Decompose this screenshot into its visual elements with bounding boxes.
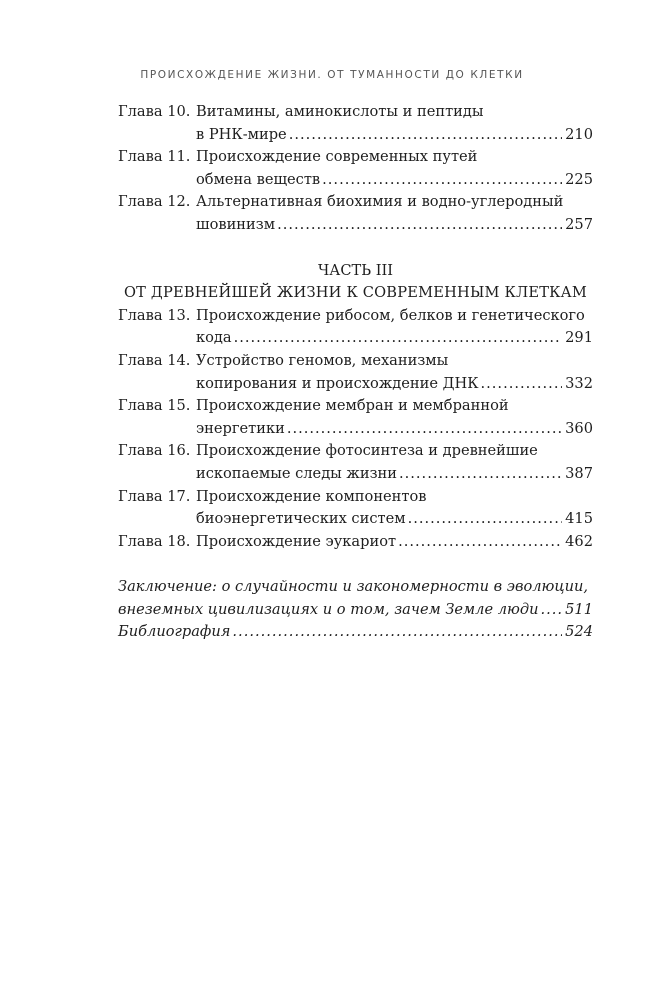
- chapter-group-part-two: [118, 101, 593, 237]
- chapter-label: Глава 17.: [118, 487, 191, 505]
- chapter-label: Глава 16.: [118, 442, 191, 460]
- bibliography-entry[interactable]: [118, 621, 593, 644]
- chapter-title-line: Происхождение рибосом, белков и генетического: [196, 306, 585, 324]
- dot-leader: [408, 508, 563, 531]
- chapter-title-text: копирования и происхождение ДНК: [196, 374, 479, 392]
- chapter-title: [196, 101, 593, 146]
- chapter-title-line: Витамины, аминокислоты и пептиды: [196, 103, 484, 120]
- chapter-title: [196, 531, 593, 554]
- chapter-title-text: ископаемые следы жизни: [196, 464, 397, 482]
- chapter-title-last-line: [196, 418, 593, 441]
- conclusion-title-end: внеземных цивилизациях и о том, зачем Земле люди: [118, 600, 539, 618]
- chapter-title: [196, 440, 593, 485]
- page-number: 462: [565, 532, 593, 550]
- dot-leader: [481, 373, 563, 396]
- chapter-label: Глава 14.: [118, 351, 191, 369]
- dot-leader: [277, 214, 562, 237]
- chapter-title-text: в РНК-мире: [196, 125, 287, 143]
- chapter-label: Глава 15.: [118, 397, 191, 415]
- chapter-title-text: биоэнергетических систем: [196, 510, 406, 528]
- chapter-title-text: энергетики: [196, 419, 285, 437]
- page-number: 387: [565, 464, 593, 482]
- conclusion-line-1: Заключение: о случайности и закономерности в эволюции,: [118, 578, 589, 596]
- page-number: 210: [565, 125, 593, 143]
- chapter-title-last-line: [196, 214, 593, 237]
- toc-entry[interactable]: [118, 191, 593, 236]
- chapter-title-last-line: [196, 463, 593, 486]
- part-heading: [108, 260, 603, 305]
- chapter-title: [196, 146, 593, 191]
- chapter-title-last-line: [196, 508, 593, 531]
- chapter-title-last-line: [196, 169, 593, 192]
- running-head: ПРОИСХОЖДЕНИЕ ЖИЗНИ. ОТ ТУМАННОСТИ ДО КЛЕТКИ: [140, 69, 524, 81]
- chapter-title: [196, 395, 593, 440]
- conclusion-line-2[interactable]: [118, 599, 593, 622]
- chapter-title-last-line: [196, 373, 593, 396]
- toc-entry[interactable]: [118, 486, 593, 531]
- chapter-label: Глава 18.: [118, 532, 191, 550]
- page-number: 360: [565, 419, 593, 437]
- toc-entry[interactable]: [118, 440, 593, 485]
- toc-entry[interactable]: [118, 350, 593, 395]
- chapter-title: [196, 191, 593, 236]
- bibliography-title: Библиография: [118, 623, 231, 641]
- chapter-label: Глава 13.: [118, 306, 191, 324]
- page-number: 332: [565, 374, 593, 392]
- page-number: 511: [565, 600, 593, 618]
- part-number: ЧАСТЬ III: [318, 261, 393, 279]
- dot-leader: [232, 621, 562, 644]
- back-matter: [118, 576, 593, 644]
- chapter-title-line: Происхождение фотосинтеза и древнейшие: [196, 442, 538, 460]
- chapter-label: Глава 11.: [118, 148, 191, 166]
- dot-leader: [322, 169, 562, 192]
- chapter-title-text: обмена веществ: [196, 170, 321, 188]
- dot-leader: [541, 599, 563, 622]
- chapter-title-text: кода: [196, 329, 232, 347]
- dot-leader: [234, 327, 563, 350]
- dot-leader: [289, 124, 562, 147]
- chapter-title-last-line: [196, 327, 593, 350]
- chapter-title-line: Происхождение современных путей: [196, 148, 478, 166]
- toc-entry[interactable]: [118, 305, 593, 350]
- chapter-title-line: Происхождение мембран и мембранной: [196, 397, 509, 415]
- page-number: 257: [565, 215, 593, 233]
- table-of-contents: [118, 101, 593, 644]
- chapter-label: Глава 10.: [118, 103, 191, 120]
- chapter-title-last-line: [196, 531, 593, 554]
- page-number: 524: [565, 623, 593, 641]
- chapter-title-line: Происхождение компонентов: [196, 487, 427, 505]
- toc-entry[interactable]: [118, 146, 593, 191]
- chapter-title-line: Альтернативная биохимия и водно-углеродный: [196, 193, 564, 211]
- dot-leader: [287, 418, 562, 441]
- chapter-group-part-three: [118, 305, 593, 554]
- toc-entry[interactable]: [118, 395, 593, 440]
- dot-leader: [399, 463, 562, 486]
- chapter-title-text: шовинизм: [196, 215, 276, 233]
- chapter-title-text: Происхождение эукариот: [196, 532, 397, 550]
- chapter-title: [196, 350, 593, 395]
- chapter-title: [196, 305, 593, 350]
- toc-entry[interactable]: [118, 531, 593, 554]
- chapter-label: Глава 12.: [118, 193, 191, 211]
- page-number: 415: [565, 510, 593, 528]
- chapter-title-line: Устройство геномов, механизмы: [196, 351, 449, 369]
- chapter-title: [196, 486, 593, 531]
- page-number: 225: [565, 170, 593, 188]
- toc-entry[interactable]: [118, 101, 593, 146]
- dot-leader: [398, 531, 562, 554]
- chapter-title-last-line: [196, 124, 593, 147]
- part-title: ОТ ДРЕВНЕЙШЕЙ ЖИЗНИ К СОВРЕМЕННЫМ КЛЕТКАМ: [123, 284, 588, 302]
- page-number: 291: [565, 329, 593, 347]
